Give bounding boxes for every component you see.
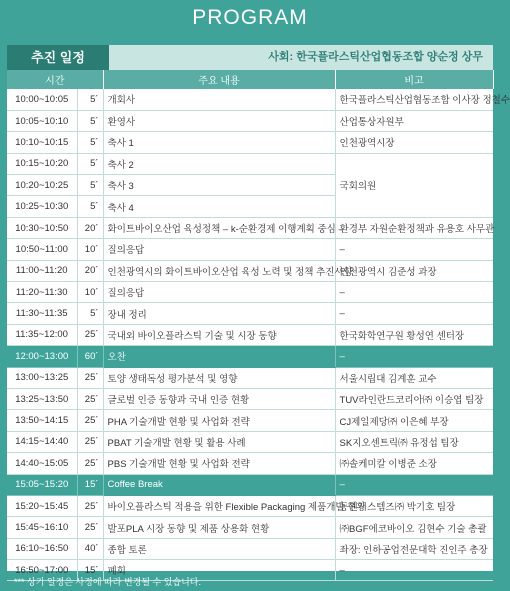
table-body [7, 89, 510, 581]
header-content: 주요 내용 [103, 70, 335, 89]
cell-note: – [335, 282, 493, 303]
table-row [7, 110, 493, 131]
cell-time: 10:25~10:30 [7, 196, 77, 217]
cell-content: 장내 정리 [103, 303, 335, 324]
program-panel [7, 45, 510, 578]
cell-content: 국내외 바이오플라스틱 기술 및 시장 동향 [103, 324, 335, 345]
cell-duration: 10´ [77, 239, 103, 260]
cell-note: TUV라인란드코리아㈜ 이승엽 팀장 [335, 388, 493, 409]
cell-note: – [335, 474, 493, 495]
cell-time: 11:35~12:00 [7, 324, 77, 345]
cell-content: 토양 생태독성 평가분석 및 영향 [103, 367, 335, 388]
cell-content: 오찬 [103, 346, 335, 367]
cell-note: CJ제일제당㈜ 이은혜 부장 [335, 410, 493, 431]
cell-note: – [335, 560, 493, 581]
table-row [7, 324, 493, 345]
cell-content: 인천광역시의 화이트바이오산업 육성 노력 및 정책 추진사항 [103, 260, 335, 281]
cell-duration: 5´ [77, 175, 103, 196]
table-row [7, 132, 493, 153]
table-row [7, 239, 493, 260]
cell-time: 11:20~11:30 [7, 282, 77, 303]
cell-time: 16:10~16:50 [7, 538, 77, 559]
cell-duration: 25´ [77, 324, 103, 345]
cell-note: ㈜BGF에코바이오 김현수 기술 총괄 [335, 517, 493, 538]
section-label: 추진 일정 [7, 45, 109, 70]
cell-content: 질의응답 [103, 282, 335, 303]
table-row [7, 538, 493, 559]
cell-content: 질의응답 [103, 239, 335, 260]
cell-content: 종합 토론 [103, 538, 335, 559]
cell-time: 12:00~13:00 [7, 346, 77, 367]
table-row [7, 282, 493, 303]
table-row [7, 260, 493, 281]
table-row [7, 517, 493, 538]
table-row [7, 453, 493, 474]
cell-note: 국회의원 [335, 153, 493, 217]
cell-content: 환영사 [103, 110, 335, 131]
program-table [7, 70, 510, 581]
cell-time: 14:15~14:40 [7, 431, 77, 452]
table-row [7, 367, 493, 388]
cell-duration: 5´ [77, 110, 103, 131]
cell-note: 동원시스템즈㈜ 박기호 팀장 [335, 495, 493, 516]
cell-content: 축사 2 [103, 153, 335, 174]
cell-time: 10:00~10:05 [7, 89, 77, 110]
cell-time: 10:50~11:00 [7, 239, 77, 260]
cell-duration: 25´ [77, 517, 103, 538]
cell-note: ㈜솔케미칼 이병준 소장 [335, 453, 493, 474]
cell-content: 화이트바이오산업 육성정책 – k-순환경제 이행계획 중심 – [103, 217, 335, 238]
cell-time: 10:30~10:50 [7, 217, 77, 238]
cell-note: – [335, 346, 493, 367]
cell-duration: 20´ [77, 260, 103, 281]
cell-content: PBS 기술개발 현황 및 사업화 전략 [103, 453, 335, 474]
cell-time: 11:00~11:20 [7, 260, 77, 281]
cell-content: 발포PLA 시장 동향 및 제품 상용화 현황 [103, 517, 335, 538]
cell-time: 15:20~15:45 [7, 495, 77, 516]
cell-time: 14:40~15:05 [7, 453, 77, 474]
table-row [7, 410, 493, 431]
cell-duration: 5´ [77, 303, 103, 324]
table-header-row [7, 70, 493, 89]
cell-note: 인천광역시 김준성 과장 [335, 260, 493, 281]
cell-time: 15:45~16:10 [7, 517, 77, 538]
cell-note: 환경부 자원순환정책과 유용호 사무관 [335, 217, 493, 238]
cell-content: 바이오플라스틱 적용을 위한 Flexible Packaging 제품개발 현황 [103, 495, 335, 516]
cell-note: SK지오센트릭㈜ 유정섭 팀장 [335, 431, 493, 452]
cell-content: 축사 4 [103, 196, 335, 217]
cell-time: 13:50~14:15 [7, 410, 77, 431]
table-row [7, 388, 493, 409]
cell-note: 인천광역시장 [335, 132, 493, 153]
header-note: 비고 [335, 70, 493, 89]
cell-duration: 40´ [77, 538, 103, 559]
cell-note: 한국플라스틱산업협동조합 이사장 정철수 [335, 89, 493, 110]
footnote: *** 상기 일정은 사정에 따라 변경될 수 있습니다. [14, 577, 202, 587]
cell-content: 축사 1 [103, 132, 335, 153]
cell-time: 11:30~11:35 [7, 303, 77, 324]
table-row [7, 346, 493, 367]
cell-time: 10:10~10:15 [7, 132, 77, 153]
cell-content: PHA 기술개발 현황 및 사업화 전략 [103, 410, 335, 431]
cell-note: – [335, 303, 493, 324]
section-header [7, 45, 493, 70]
cell-duration: 25´ [77, 431, 103, 452]
cell-time: 13:25~13:50 [7, 388, 77, 409]
cell-content: 개회사 [103, 89, 335, 110]
table-row [7, 217, 493, 238]
cell-duration: 60´ [77, 346, 103, 367]
cell-content: Coffee Break [103, 474, 335, 495]
cell-note: 좌장: 인하공업전문대학 진인주 총장 [335, 538, 493, 559]
cell-time: 15:05~15:20 [7, 474, 77, 495]
cell-duration: 5´ [77, 153, 103, 174]
cell-note: 서울시립대 김계훈 교수 [335, 367, 493, 388]
cell-content: 글로벌 인증 동향과 국내 인증 현황 [103, 388, 335, 409]
cell-content: PBAT 기술개발 현황 및 활용 사례 [103, 431, 335, 452]
cell-duration: 25´ [77, 367, 103, 388]
table-row [7, 89, 493, 110]
cell-duration: 5´ [77, 89, 103, 110]
cell-duration: 5´ [77, 132, 103, 153]
cell-duration: 15´ [77, 474, 103, 495]
cell-note: 한국화학연구원 황성연 센터장 [335, 324, 493, 345]
table-row [7, 474, 493, 495]
cell-time: 13:00~13:25 [7, 367, 77, 388]
cell-time: 10:15~10:20 [7, 153, 77, 174]
cell-note: – [335, 239, 493, 260]
cell-duration: 10´ [77, 282, 103, 303]
cell-time: 16:50~17:00 [7, 560, 77, 581]
table-row [7, 431, 493, 452]
cell-duration: 25´ [77, 495, 103, 516]
cell-time: 10:20~10:25 [7, 175, 77, 196]
page-title: PROGRAM [192, 6, 308, 29]
header-time: 시간 [7, 70, 103, 89]
table-row [7, 495, 493, 516]
cell-content: 폐회 [103, 560, 335, 581]
cell-duration: 20´ [77, 217, 103, 238]
cell-duration: 25´ [77, 410, 103, 431]
table-row [7, 303, 493, 324]
cell-time: 10:05~10:10 [7, 110, 77, 131]
table-row [7, 153, 493, 174]
cell-duration: 5´ [77, 196, 103, 217]
cell-duration: 25´ [77, 388, 103, 409]
cell-note: 산업통상자원부 [335, 110, 493, 131]
moderator-info: 사회: 한국플라스틱산업협동조합 양순정 상무 [268, 51, 483, 63]
cell-duration: 15´ [77, 560, 103, 581]
cell-content: 축사 3 [103, 175, 335, 196]
cell-duration: 25´ [77, 453, 103, 474]
